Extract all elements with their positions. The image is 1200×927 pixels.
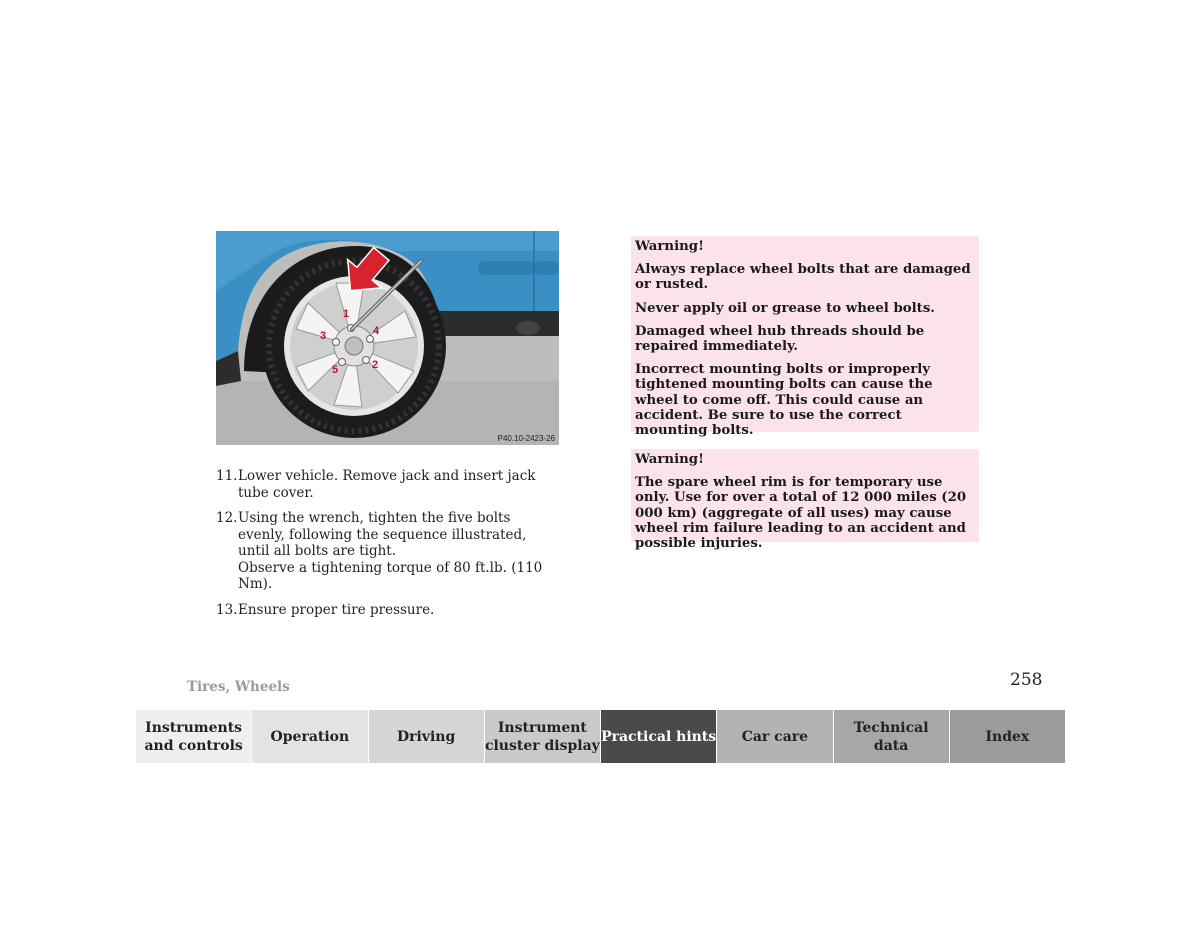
instruction-steps	[216, 468, 561, 627]
warning-text: Incorrect mounting bolts or improperly tightened mounting bolts can cause the wheel to come off. This could cause an accident. Be sure to use the correct mounting bolts.	[635, 362, 933, 439]
section-title: Tires, Wheels	[187, 679, 290, 695]
warning-title: Warning!	[635, 452, 704, 467]
tab-operation[interactable]: Operation	[252, 710, 368, 763]
step-text: Observe a tightening torque of 80 ft.lb. (110 Nm).	[238, 559, 543, 592]
tab-car-care[interactable]: Car care	[717, 710, 833, 763]
bolt-number-2: 2	[372, 359, 379, 371]
step-number: 11.	[216, 468, 238, 484]
warning-text: Always replace wheel bolts that are damaged or rusted.	[635, 262, 971, 293]
warning-box	[631, 236, 979, 439]
chapter-nav	[136, 710, 1065, 763]
tab-index[interactable]: Index	[950, 710, 1065, 763]
step-number: 12.	[216, 510, 238, 526]
step-item	[216, 510, 561, 593]
warning-title: Warning!	[635, 239, 704, 254]
wheel-bolt-illustration	[216, 231, 559, 445]
warning-text: Damaged wheel hub threads should be repaired immediately.	[635, 323, 925, 355]
step-number: 13.	[216, 601, 238, 618]
tab-technical-data[interactable]: Technical data	[834, 710, 950, 763]
tab-instrument-cluster-display[interactable]: Instrument cluster display	[485, 710, 601, 763]
bolt-number-5: 5	[332, 364, 339, 376]
tab-driving[interactable]: Driving	[369, 710, 485, 763]
figure-code: P40.10-2423-26	[497, 434, 555, 443]
bolt-number-3: 3	[320, 330, 327, 342]
tab-instruments-and-controls[interactable]: Instruments and controls	[136, 710, 252, 763]
warning-text: Never apply oil or grease to wheel bolts.	[635, 300, 935, 316]
step-item	[216, 468, 561, 501]
bolt-number-1: 1	[343, 308, 350, 320]
step-item	[216, 602, 561, 619]
page-number: 258	[1010, 670, 1043, 690]
step-text: Using the wrench, tighten the five bolts evenly, following the sequence illustrated, until all bolts are tight.	[238, 510, 527, 559]
tab-practical-hints[interactable]: Practical hints	[601, 710, 717, 763]
bolt-number-4: 4	[373, 325, 380, 337]
warning-box	[631, 449, 979, 552]
step-text: Lower vehicle. Remove jack and insert jack tube cover.	[238, 468, 536, 501]
warning-text: The spare wheel rim is for temporary use only. Use for over a total of 12 000 miles (20 000 km) (aggregate of all uses) may cause wheel rim failure leading to an accident and possible injuries.	[635, 475, 967, 552]
step-text: Ensure proper tire pressure.	[238, 601, 435, 618]
